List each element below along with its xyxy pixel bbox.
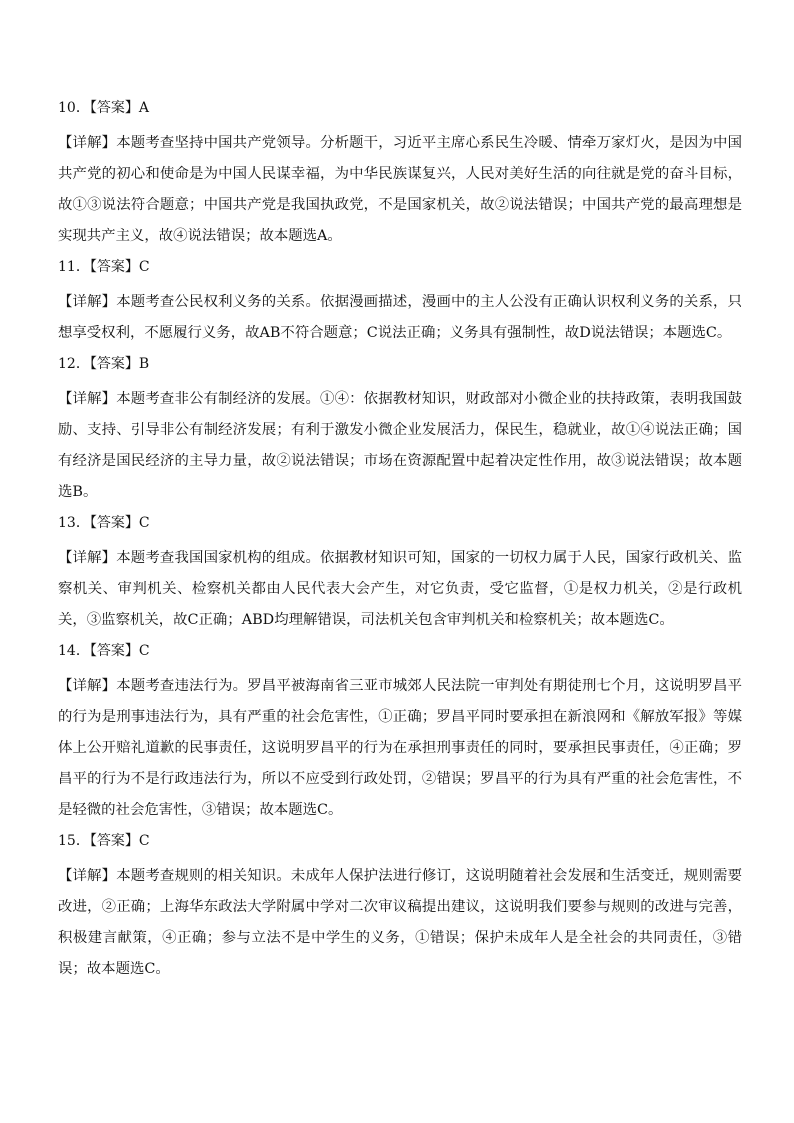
detail-paragraph: 【详解】本题考查坚持中国共产党领导。分析题干，习近平主席心系民生冷暖、情牵万家灯火，是因为中国共产党的初心和使命是为中国人民谋幸福，为中华民族谋复兴，人民对美好生活的向往就是党的奋斗目标，故①③说法符合题意；中国共产党是我国执政党，不是国家机关，故②说法错误；中国共产党的最高理想是实现共产主义，故④说法错误；故本题选A。 — [58, 135, 742, 244]
question-13 — [58, 511, 742, 636]
answer-line: 14．【答案】C — [58, 643, 150, 659]
question-15 — [58, 829, 742, 985]
detail-paragraph: 【详解】本题考查规则的相关知识。未成年人保护法进行修订，这说明随着社会发展和生活变迁，规则需要改进，②正确；上海华东政法大学附属中学对二次审议稿提出建议，这说明我们要参与规则的改进与完善，积极建言献策，④正确；参与立法不是中学生的义务，①错误；保护未成年人是全社会的共同责任，③错误；故本题选C。 — [58, 868, 742, 977]
answer-line: 10．【答案】A — [58, 100, 149, 116]
detail-paragraph: 【详解】本题考查公民权利义务的关系。依据漫画描述，漫画中的主人公没有正确认识权利义务的关系，只想享受权利，不愿履行义务，故AB不符合题意；C说法正确；义务具有强制性，故D说法错误；本题选C。 — [58, 294, 742, 341]
question-11 — [58, 255, 742, 349]
answer-line: 12．【答案】B — [58, 356, 150, 372]
detail-paragraph: 【详解】本题考查非公有制经济的发展。①④：依据教材知识，财政部对小微企业的扶持政策，表明我国鼓励、支持、引导非公有制经济发展；有利于激发小微企业发展活力，保民生，稳就业，故①④说法正确；国有经济是国民经济的主导力量，故②说法错误；市场在资源配置中起着决定性作用，故③说法错误；故本题选B。 — [58, 391, 742, 500]
question-14 — [58, 639, 742, 826]
answer-line: 13．【答案】C — [58, 515, 150, 531]
document-page — [58, 96, 742, 988]
detail-paragraph: 【详解】本题考查我国国家机构的组成。依据教材知识可知，国家的一切权力属于人民，国家行政机关、监察机关、审判机关、检察机关都由人民代表大会产生，对它负责，受它监督，①是权力机关，②是行政机关，③监察机关，故C正确；ABD均理解错误，司法机关包含审判机关和检察机关；故本题选C。 — [58, 550, 742, 628]
answer-line: 11．【答案】C — [58, 259, 150, 275]
answer-line: 15．【答案】C — [58, 833, 150, 849]
question-12 — [58, 352, 742, 508]
question-10 — [58, 96, 742, 252]
detail-paragraph: 【详解】本题考查违法行为。罗昌平被海南省三亚市城郊人民法院一审判处有期徒刑七个月，这说明罗昌平的行为是刑事违法行为，具有严重的社会危害性，①正确；罗昌平同时要承担在新浪网和《解放军报》等媒体上公开赔礼道歉的民事责任，这说明罗昌平的行为在承担刑事责任的同时，要承担民事责任，④正确；罗昌平的行为不是行政违法行为，所以不应受到行政处罚，②错误；罗昌平的行为具有严重的社会危害性，不是轻微的社会危害性，③错误；故本题选C。 — [58, 678, 742, 818]
